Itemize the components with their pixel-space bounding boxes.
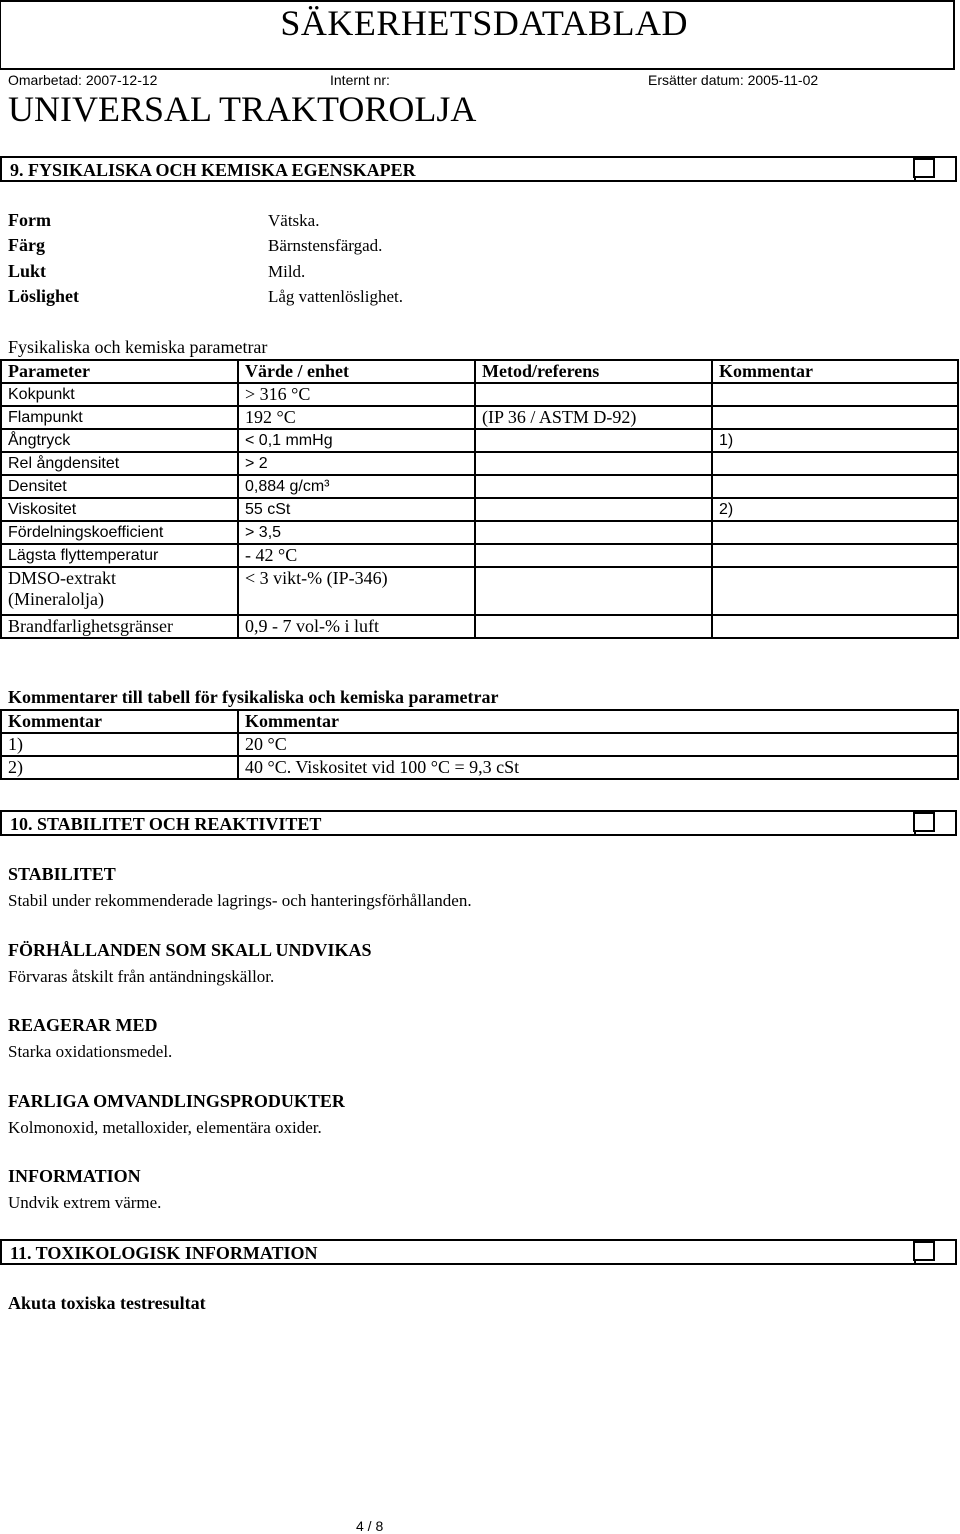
prop-label-color: Färg xyxy=(8,235,45,255)
page-number: 4 / 8 xyxy=(356,1518,384,1534)
param-cell: Densitet xyxy=(1,475,238,498)
param-cell xyxy=(1,567,238,615)
table-row xyxy=(1,756,958,779)
table-row xyxy=(1,452,958,475)
section-10-heading xyxy=(0,810,957,836)
value-cell: < 0,1 mmHg xyxy=(238,429,475,452)
block-title-information: INFORMATION xyxy=(8,1166,141,1186)
comment-cell: 1) xyxy=(712,429,958,452)
comment-text-cell: 40 °C. Viskositet vid 100 °C = 9,3 cSt xyxy=(238,756,958,779)
comments-header-row xyxy=(1,710,958,733)
value-cell: > 2 xyxy=(238,452,475,475)
value-cell: > 3,5 xyxy=(238,521,475,544)
col-header-method: Metod/referens xyxy=(475,360,712,383)
comment-cell xyxy=(712,406,958,429)
col-header-comment-ref: Kommentar xyxy=(1,710,238,733)
param-cell: Lägsta flyttemperatur xyxy=(1,544,238,567)
value-cell: 192 °C xyxy=(238,406,475,429)
comment-cell xyxy=(712,521,958,544)
prop-label-odor: Lukt xyxy=(8,261,47,281)
params-header-row xyxy=(1,360,958,383)
params-title: Fysikaliska och kemiska parametrar xyxy=(8,337,268,357)
method-cell xyxy=(475,544,712,567)
block-text-reacts: Starka oxidationsmedel. xyxy=(8,1042,173,1061)
value-cell: 55 cSt xyxy=(238,498,475,521)
block-title-avoid: FÖRHÅLLANDEN SOM SKALL UNDVIKAS xyxy=(8,940,372,960)
table-row xyxy=(1,406,958,429)
internal-number: Internt nr: xyxy=(330,72,390,88)
method-cell xyxy=(475,452,712,475)
section-11-title: 11. TOXIKOLOGISK INFORMATION xyxy=(10,1243,318,1263)
comment-ref-cell: 2) xyxy=(1,756,238,779)
param-cell: Fördelningskoefficient xyxy=(1,521,238,544)
comment-cell xyxy=(712,567,958,615)
table-row xyxy=(1,498,958,521)
method-cell xyxy=(475,383,712,406)
block-title-reacts: REAGERAR MED xyxy=(8,1015,158,1035)
section-9-heading xyxy=(0,156,957,182)
section-11-checkbox[interactable] xyxy=(913,1241,935,1261)
block-text-information: Undvik extrem värme. xyxy=(8,1193,162,1212)
comment-cell xyxy=(712,383,958,406)
section-10-title: 10. STABILITET OCH REAKTIVITET xyxy=(10,814,322,834)
section-9-title: 9. FYSIKALISKA OCH KEMISKA EGENSKAPER xyxy=(10,160,416,180)
table-row xyxy=(1,429,958,452)
prop-value-form: Vätska. xyxy=(268,211,320,230)
comment-cell xyxy=(712,475,958,498)
value-cell: 0,9 - 7 vol-% i luft xyxy=(238,615,475,638)
table-row xyxy=(1,733,958,756)
method-cell: (IP 36 / ASTM D-92) xyxy=(475,406,712,429)
param-cell: Ångtryck xyxy=(1,429,238,452)
col-header-comment: Kommentar xyxy=(712,360,958,383)
table-row xyxy=(1,521,958,544)
value-cell: - 42 °C xyxy=(238,544,475,567)
section-9-checkbox[interactable] xyxy=(913,158,935,178)
block-text-hazardous: Kolmonoxid, metalloxider, elementära oxider. xyxy=(8,1118,322,1137)
comment-ref-cell: 1) xyxy=(1,733,238,756)
method-cell xyxy=(475,475,712,498)
comment-cell xyxy=(712,544,958,567)
value-cell: < 3 vikt-% (IP-346) xyxy=(238,567,475,615)
section-10-checkbox[interactable] xyxy=(913,812,935,832)
prop-value-solubility: Låg vattenlöslighet. xyxy=(268,287,404,306)
method-cell xyxy=(475,615,712,638)
param-cell: Rel ångdensitet xyxy=(1,452,238,475)
comment-text-cell: 20 °C xyxy=(238,733,958,756)
revised-date: Omarbetad: 2007-12-12 xyxy=(8,72,158,88)
table-row xyxy=(1,615,958,638)
value-cell: > 316 °C xyxy=(238,383,475,406)
param-line-2: (Mineralolja) xyxy=(8,589,104,609)
prop-label-form: Form xyxy=(8,210,51,230)
block-title-stability: STABILITET xyxy=(8,864,116,884)
comment-cell xyxy=(712,615,958,638)
table-row xyxy=(1,475,958,498)
value-cell: 0,884 g/cm³ xyxy=(238,475,475,498)
col-header-parameter: Parameter xyxy=(1,360,238,383)
prop-label-solubility: Löslighet xyxy=(8,286,80,306)
method-cell xyxy=(475,521,712,544)
method-cell xyxy=(475,567,712,615)
block-text-stability: Stabil under rekommenderade lagrings- och hanteringsförhållanden. xyxy=(8,891,472,910)
product-name: UNIVERSAL TRAKTOROLJA xyxy=(8,89,477,129)
method-cell xyxy=(475,429,712,452)
section-11-heading xyxy=(0,1239,957,1265)
param-cell: Kokpunkt xyxy=(1,383,238,406)
param-cell: Flampunkt xyxy=(1,406,238,429)
section-11-subtitle: Akuta toxiska testresultat xyxy=(8,1293,206,1313)
param-line-1: DMSO-extrakt xyxy=(8,568,116,588)
table-row xyxy=(1,544,958,567)
param-cell: Viskositet xyxy=(1,498,238,521)
param-cell: Brandfarlighetsgränser xyxy=(1,615,238,638)
prop-value-color: Bärnstensfärgad. xyxy=(268,236,383,255)
block-title-hazardous: FARLIGA OMVANDLINGSPRODUKTER xyxy=(8,1091,345,1111)
params-table xyxy=(0,359,959,639)
col-header-comment-text: Kommentar xyxy=(238,710,958,733)
comments-title: Kommentarer till tabell för fysikaliska och kemiska parametrar xyxy=(8,687,499,707)
block-text-avoid: Förvaras åtskilt från antändningskällor. xyxy=(8,967,275,986)
comment-cell: 2) xyxy=(712,498,958,521)
col-header-value: Värde / enhet xyxy=(238,360,475,383)
comments-table xyxy=(0,709,959,780)
method-cell xyxy=(475,498,712,521)
comment-cell xyxy=(712,452,958,475)
table-row xyxy=(1,567,958,615)
table-row xyxy=(1,383,958,406)
document-title: SÄKERHETSDATABLAD xyxy=(280,3,688,43)
replaces-date: Ersätter datum: 2005-11-02 xyxy=(648,72,819,88)
prop-value-odor: Mild. xyxy=(268,262,306,281)
